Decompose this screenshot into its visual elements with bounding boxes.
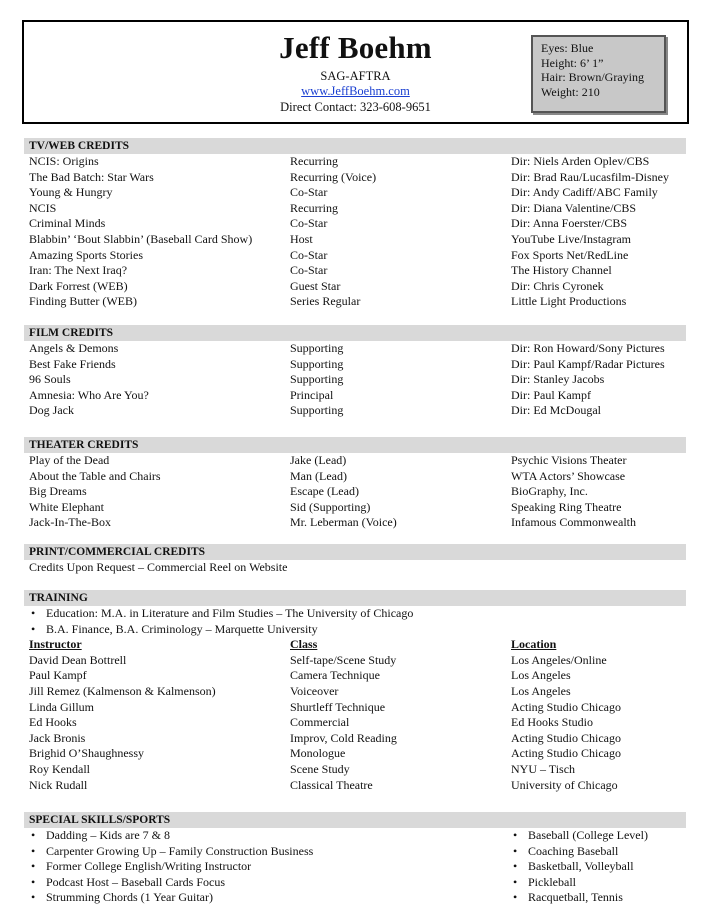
credit-title: Finding Butter (WEB) xyxy=(29,294,137,309)
credit-director: Dir: Paul Kampf/Radar Pictures xyxy=(511,356,665,371)
training-row xyxy=(24,715,686,731)
skill-item: • Carpenter Growing Up – Family Construction Business xyxy=(24,844,494,860)
credit-title: Amnesia: Who Are You? xyxy=(29,387,149,402)
credit-role: Mr. Leberman (Voice) xyxy=(290,515,397,530)
instructor: Brighid O’Shaughnessy xyxy=(29,746,144,761)
instructor: David Dean Bottrell xyxy=(29,652,127,667)
location: Los Angeles/Online xyxy=(511,652,607,667)
sport-item: • Coaching Baseball xyxy=(506,844,686,860)
training-row xyxy=(24,684,686,700)
theater-credits-section xyxy=(24,437,686,531)
credit-director: Dir: Stanley Jacobs xyxy=(511,372,605,387)
location: Acting Studio Chicago xyxy=(511,699,621,714)
credit-row xyxy=(24,216,686,232)
stat-weight: Weight: 210 xyxy=(541,84,600,99)
credit-row xyxy=(24,469,686,485)
instructor: Ed Hooks xyxy=(29,715,77,730)
credit-row xyxy=(24,357,686,373)
training-row xyxy=(24,746,686,762)
location: NYU – Tisch xyxy=(511,761,576,776)
direct-contact: Direct Contact: 323-608-9651 xyxy=(280,100,431,114)
location: Ed Hooks Studio xyxy=(511,715,594,730)
section-heading: SPECIAL SKILLS/SPORTS xyxy=(24,812,686,828)
credit-title: 96 Souls xyxy=(29,372,71,387)
credit-row xyxy=(24,403,686,419)
class-name: Scene Study xyxy=(290,761,350,776)
class-name: Commercial xyxy=(290,715,350,730)
credit-title: Dark Forrest (WEB) xyxy=(29,278,128,293)
credit-director: Dir: Brad Rau/Lucasfilm-Disney xyxy=(511,169,669,184)
credit-role: Guest Star xyxy=(290,278,341,293)
credit-row xyxy=(24,170,686,186)
training-header-row xyxy=(24,637,686,653)
film-credits-section xyxy=(24,325,686,419)
section-heading: PRINT/COMMERCIAL CREDITS xyxy=(24,544,686,560)
location: Acting Studio Chicago xyxy=(511,746,621,761)
training-row xyxy=(24,762,686,778)
class-name: Camera Technique xyxy=(290,668,380,683)
credit-role: Series Regular xyxy=(290,294,361,309)
credit-title: The Bad Batch: Star Wars xyxy=(29,169,154,184)
education-item: • B.A. Finance, B.A. Criminology – Marquette University xyxy=(24,622,686,638)
credit-role: Man (Lead) xyxy=(290,468,347,483)
credit-role: Sid (Supporting) xyxy=(290,499,371,514)
training-row xyxy=(24,668,686,684)
credit-director: Dir: Niels Arden Oplev/CBS xyxy=(511,154,650,168)
credit-director: Dir: Paul Kampf xyxy=(511,387,591,402)
class-name: Voiceover xyxy=(290,683,339,698)
credit-row xyxy=(24,185,686,201)
instructor: Paul Kampf xyxy=(29,668,87,683)
sport-item: • Racquetball, Tennis xyxy=(506,890,686,906)
credit-row xyxy=(24,388,686,404)
credit-role: Jake (Lead) xyxy=(290,453,347,467)
credit-director: Dir: Andy Cadiff/ABC Family xyxy=(511,185,658,200)
credit-row xyxy=(24,484,686,500)
skill-item: • Dadding – Kids are 7 & 8 xyxy=(24,828,494,844)
stat-hair: Hair: Brown/Graying xyxy=(541,70,644,84)
credit-role: Co-Star xyxy=(290,263,328,278)
class-header: Class xyxy=(290,637,318,652)
credit-role: Supporting xyxy=(290,341,344,355)
class-name: Improv, Cold Reading xyxy=(290,730,397,745)
location: Los Angeles xyxy=(511,668,571,683)
credit-title: Jack-In-The-Box xyxy=(29,515,111,530)
credit-title: Amazing Sports Stories xyxy=(29,247,143,262)
instructor-header: Instructor xyxy=(29,637,82,652)
credit-title: Big Dreams xyxy=(29,484,87,499)
credit-director: Fox Sports Net/RedLine xyxy=(511,247,629,262)
class-name: Self-tape/Scene Study xyxy=(290,652,397,667)
education-item: • Education: M.A. in Literature and Film Studies – The University of Chicago xyxy=(24,606,686,622)
skills-list-right xyxy=(506,828,686,906)
header-box xyxy=(22,20,689,124)
sport-item: • Pickleball xyxy=(506,875,686,891)
training-row xyxy=(24,731,686,747)
instructor: Jill Remez (Kalmenson & Kalmenson) xyxy=(29,683,216,698)
credit-row xyxy=(24,500,686,516)
print-credits-note: Credits Upon Request – Commercial Reel on Website xyxy=(29,560,288,574)
credit-director: Dir: Chris Cyronek xyxy=(511,278,604,293)
instructor: Roy Kendall xyxy=(29,761,90,776)
tv-web-credits-section xyxy=(24,138,686,310)
credit-title: NCIS: Origins xyxy=(29,154,99,168)
physical-stats-box xyxy=(531,35,666,113)
credit-row xyxy=(24,341,686,357)
credit-title: Criminal Minds xyxy=(29,216,106,231)
instructor: Linda Gillum xyxy=(29,699,94,714)
section-heading: TV/WEB CREDITS xyxy=(24,138,686,154)
union-affiliation: SAG-AFTRA xyxy=(320,69,391,83)
stat-height: Height: 6’ 1” xyxy=(541,55,604,70)
credit-title: Iran: The Next Iraq? xyxy=(29,263,128,278)
class-name: Classical Theatre xyxy=(290,777,373,792)
credit-role: Recurring (Voice) xyxy=(290,169,377,184)
credit-role: Co-Star xyxy=(290,216,328,231)
credit-title: NCIS xyxy=(29,200,57,215)
class-name: Shurtleff Technique xyxy=(290,699,386,714)
section-heading: THEATER CREDITS xyxy=(24,437,686,453)
credit-role: Recurring xyxy=(290,200,338,215)
website-link[interactable]: www.JeffBoehm.com xyxy=(301,84,410,98)
section-heading: TRAINING xyxy=(24,590,686,606)
credit-title: White Elephant xyxy=(29,499,104,514)
credit-director: Dir: Ed McDougal xyxy=(511,403,601,418)
credit-director: The History Channel xyxy=(511,263,612,278)
credit-role: Supporting xyxy=(290,356,344,371)
credit-row xyxy=(24,453,686,469)
print-commercial-section xyxy=(24,544,686,576)
credit-row xyxy=(24,263,686,279)
credit-role: Supporting xyxy=(290,403,344,418)
credit-director: Dir: Anna Foerster/CBS xyxy=(511,216,627,231)
credit-director: Dir: Diana Valentine/CBS xyxy=(511,200,637,215)
credit-row xyxy=(24,154,686,170)
credit-role: Recurring xyxy=(290,154,338,168)
location: Acting Studio Chicago xyxy=(511,730,621,745)
instructor: Nick Rudall xyxy=(29,777,88,792)
training-section xyxy=(24,590,686,793)
credit-row xyxy=(24,372,686,388)
credit-row xyxy=(24,279,686,295)
training-row xyxy=(24,653,686,669)
sport-item: • Baseball (College Level) xyxy=(506,828,686,844)
training-row xyxy=(24,778,686,794)
credit-row xyxy=(24,515,686,531)
credit-title: Young & Hungry xyxy=(29,185,113,200)
credit-title: Blabbin’ ‘Bout Slabbin’ (Baseball Card Show) xyxy=(29,231,253,246)
credit-role: Host xyxy=(290,231,313,246)
credit-role: Co-Star xyxy=(290,185,328,200)
skill-item: • Strumming Chords (1 Year Guitar) xyxy=(24,890,494,906)
credit-venue: WTA Actors’ Showcase xyxy=(511,468,626,483)
credit-role: Escape (Lead) xyxy=(290,484,359,499)
instructor: Jack Bronis xyxy=(29,730,86,745)
credit-role: Supporting xyxy=(290,372,344,387)
credit-title: Best Fake Friends xyxy=(29,356,116,371)
stat-eyes: Eyes: Blue xyxy=(541,41,594,55)
credit-venue: Speaking Ring Theatre xyxy=(511,499,622,514)
training-row xyxy=(24,700,686,716)
credit-title: Play of the Dead xyxy=(29,453,110,467)
actor-name: Jeff Boehm xyxy=(279,30,432,65)
credit-director: Dir: Ron Howard/Sony Pictures xyxy=(511,341,665,355)
credit-director: Little Light Productions xyxy=(511,294,627,309)
credit-venue: Psychic Visions Theater xyxy=(511,453,627,467)
skill-item: • Podcast Host – Baseball Cards Focus xyxy=(24,875,494,891)
credit-title: About the Table and Chairs xyxy=(29,468,161,483)
location: University of Chicago xyxy=(511,777,618,792)
credit-row xyxy=(24,294,686,310)
credit-venue: BioGraphy, Inc. xyxy=(511,484,588,499)
credit-row xyxy=(24,248,686,264)
skills-list-left xyxy=(24,828,494,906)
credit-title: Angels & Demons xyxy=(29,341,119,355)
location-header: Location xyxy=(511,637,557,652)
credit-venue: Infamous Commonwealth xyxy=(511,515,636,530)
section-heading: FILM CREDITS xyxy=(24,325,686,341)
location: Los Angeles xyxy=(511,683,571,698)
special-skills-section xyxy=(24,812,686,905)
credit-row xyxy=(24,201,686,217)
credit-role: Co-Star xyxy=(290,247,328,262)
credit-role: Principal xyxy=(290,387,334,402)
sport-item: • Basketball, Volleyball xyxy=(506,859,686,875)
class-name: Monologue xyxy=(290,746,346,761)
credit-row xyxy=(24,232,686,248)
skill-item: • Former College English/Writing Instructor xyxy=(24,859,494,875)
credit-title: Dog Jack xyxy=(29,403,74,418)
credit-director: YouTube Live/Instagram xyxy=(511,231,632,246)
